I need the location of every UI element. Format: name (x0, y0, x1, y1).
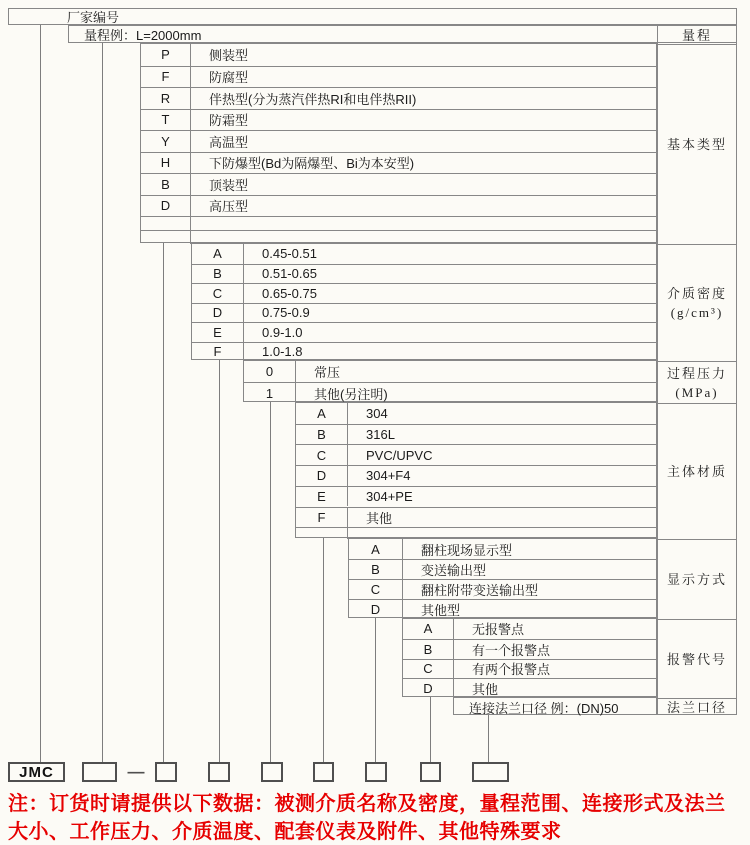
section-table (140, 43, 657, 243)
table-row (403, 678, 656, 698)
table-row (296, 507, 656, 528)
description-cell: 防霜型 (209, 113, 249, 129)
code-cell: C (192, 284, 244, 303)
description-cell: PVC/UPVC (366, 447, 433, 463)
description-cell: 304 (366, 405, 388, 421)
category-label-range (658, 26, 736, 44)
description-cell: 其他型 (421, 603, 461, 618)
code-cell: T (141, 110, 191, 131)
category-label-text: 报警代号 (666, 651, 727, 667)
table-row (141, 87, 656, 109)
table-row (296, 403, 656, 424)
section-table (453, 697, 657, 715)
connector-line (163, 243, 164, 762)
table-row (141, 230, 656, 244)
category-label-text: 法兰口径 (666, 700, 727, 715)
description-cell: 0.9-1.0 (262, 324, 303, 340)
table-row (349, 579, 656, 599)
description-cell: 常压 (314, 365, 341, 380)
code-cell: B (349, 560, 403, 579)
table-row (192, 322, 656, 342)
table-row (349, 539, 656, 559)
description-cell: 翻柱附带变送输出型 (421, 583, 539, 598)
description-cell: 伴热型(分为蒸汽伴热RI和电伴热RII) (209, 91, 417, 107)
code-cell: 1 (244, 383, 296, 403)
model-code-box (420, 762, 441, 782)
connector-line (102, 43, 103, 762)
code-cell: F (141, 67, 191, 88)
category-label (658, 619, 736, 698)
code-cell: B (403, 640, 454, 659)
code-cell: A (192, 244, 244, 264)
description-cell: 有一个报警点 (472, 642, 551, 658)
category-label-text: 显示方式 (666, 572, 727, 587)
description-cell: 0.45-0.51 (262, 246, 317, 262)
table-row (454, 698, 656, 716)
table-row (192, 303, 656, 323)
table-row (403, 659, 656, 679)
description-cell: 304+PE (366, 489, 413, 505)
code-cell: D (403, 679, 454, 698)
description-cell: 其他(另注明) (314, 386, 388, 402)
description-cell: 翻柱现场显示型 (421, 542, 513, 558)
category-label-text: 介质密度 (666, 286, 727, 301)
table-row (296, 424, 656, 445)
description-cell: 0.51-0.65 (262, 266, 317, 282)
connector-line (488, 715, 489, 762)
code-cell: H (141, 153, 191, 174)
ordering-note-line1: 注：订货时请提供以下数据：被测介质名称及密度，量程范围、连接形式及法兰 (8, 793, 726, 815)
connector-line (323, 538, 324, 762)
range-example-label: 量程例：L=2000mm (84, 27, 202, 43)
category-label (658, 244, 736, 361)
category-label (658, 403, 736, 539)
category-label-text: 量程 (681, 27, 712, 43)
table-row (141, 66, 656, 88)
description-cell: 有两个报警点 (472, 662, 551, 678)
table-row (192, 244, 656, 264)
manufacturer-number-row (8, 8, 737, 25)
code-cell: R (141, 88, 191, 109)
category-label (658, 698, 736, 716)
description-cell: 连接法兰口径 例：(DN)50 (469, 700, 619, 716)
model-code-box (472, 762, 509, 782)
table-row (296, 486, 656, 507)
code-cell: B (141, 174, 191, 195)
table-row (192, 264, 656, 284)
connector-line (270, 402, 271, 762)
category-label-text: 过程压力 (666, 365, 727, 381)
code-cell: C (403, 660, 454, 679)
table-row (349, 559, 656, 579)
table-row (141, 173, 656, 195)
description-cell: 顶装型 (209, 177, 249, 193)
category-label (658, 44, 736, 244)
connector-line (430, 697, 431, 762)
code-cell: B (296, 425, 348, 445)
category-label-text: (g/cm³) (670, 305, 724, 320)
model-code-box (365, 762, 387, 782)
table-row (296, 465, 656, 486)
table-row (141, 44, 656, 66)
table-row (192, 342, 656, 362)
description-cell: 变送输出型 (421, 563, 487, 578)
code-cell (296, 528, 348, 539)
section-table (402, 618, 657, 697)
connector-line (375, 618, 376, 762)
code-cell: A (403, 619, 454, 639)
category-label-text: (MPa) (675, 384, 719, 400)
code-cell: C (349, 580, 403, 599)
code-cell: D (192, 304, 244, 323)
model-prefix-text: JMC (19, 763, 54, 781)
section-table (348, 538, 657, 618)
description-cell: 0.65-0.75 (262, 285, 317, 301)
table-row (141, 216, 656, 230)
model-code-box (155, 762, 177, 782)
model-prefix-box (8, 762, 65, 782)
description-cell (191, 217, 656, 230)
description-cell: 1.0-1.8 (262, 344, 303, 360)
code-cell: E (296, 487, 348, 507)
category-label (658, 539, 736, 619)
code-cell: P (141, 44, 191, 66)
code-cell: D (141, 196, 191, 217)
table-row (244, 361, 656, 382)
description-cell: 其他 (472, 682, 499, 698)
description-cell: 侧装型 (209, 48, 249, 64)
category-label-text: 主体材质 (666, 464, 727, 479)
code-cell: B (192, 265, 244, 284)
table-row (296, 444, 656, 465)
code-cell: D (296, 466, 348, 486)
dash-separator: — (127, 762, 145, 781)
table-row (349, 599, 656, 619)
description-cell: 无报警点 (472, 622, 525, 638)
table-row (141, 195, 656, 217)
section-table (191, 243, 657, 360)
description-cell: 316L (366, 427, 395, 443)
table-row (192, 283, 656, 303)
table-row (403, 639, 656, 659)
ordering-note (8, 790, 748, 845)
section-table (295, 402, 657, 538)
ordering-note-line2: 大小、工作压力、介质温度、配套仪表及附件、其他特殊要求 (8, 821, 562, 843)
description-cell: 高压型 (209, 199, 249, 215)
code-cell (141, 217, 191, 230)
model-code-box (82, 762, 117, 782)
code-cell: D (349, 600, 403, 619)
code-cell: E (192, 323, 244, 342)
code-cell (141, 231, 191, 244)
code-cell: F (296, 508, 348, 528)
model-code-box (208, 762, 230, 782)
description-cell: 防腐型 (209, 70, 249, 86)
description-cell: 0.75-0.9 (262, 305, 310, 321)
code-cell: A (349, 539, 403, 559)
category-label-column (657, 25, 737, 715)
category-label (658, 361, 736, 403)
model-code-box (313, 762, 334, 782)
table-row (141, 109, 656, 131)
section-table (243, 360, 657, 402)
connector-line (219, 360, 220, 762)
description-cell: 高温型 (209, 134, 249, 150)
manufacturer-number-label: 厂家编号 (67, 10, 120, 25)
model-code-box (261, 762, 283, 782)
code-cell: 0 (244, 361, 296, 382)
range-example-row (68, 25, 737, 43)
code-cell: F (192, 343, 244, 362)
code-cell: A (296, 403, 348, 424)
table-row (141, 130, 656, 152)
table-row (141, 152, 656, 174)
description-cell: 其他 (366, 510, 393, 526)
description-cell: 304+F4 (366, 468, 411, 484)
code-cell: Y (141, 131, 191, 152)
table-row (244, 382, 656, 403)
category-label-text: 基本类型 (666, 137, 727, 152)
code-cell: C (296, 445, 348, 465)
connector-line (40, 25, 41, 762)
table-row (403, 619, 656, 639)
description-cell: 下防爆型(Bd为隔爆型、Bi为本安型) (209, 156, 415, 172)
